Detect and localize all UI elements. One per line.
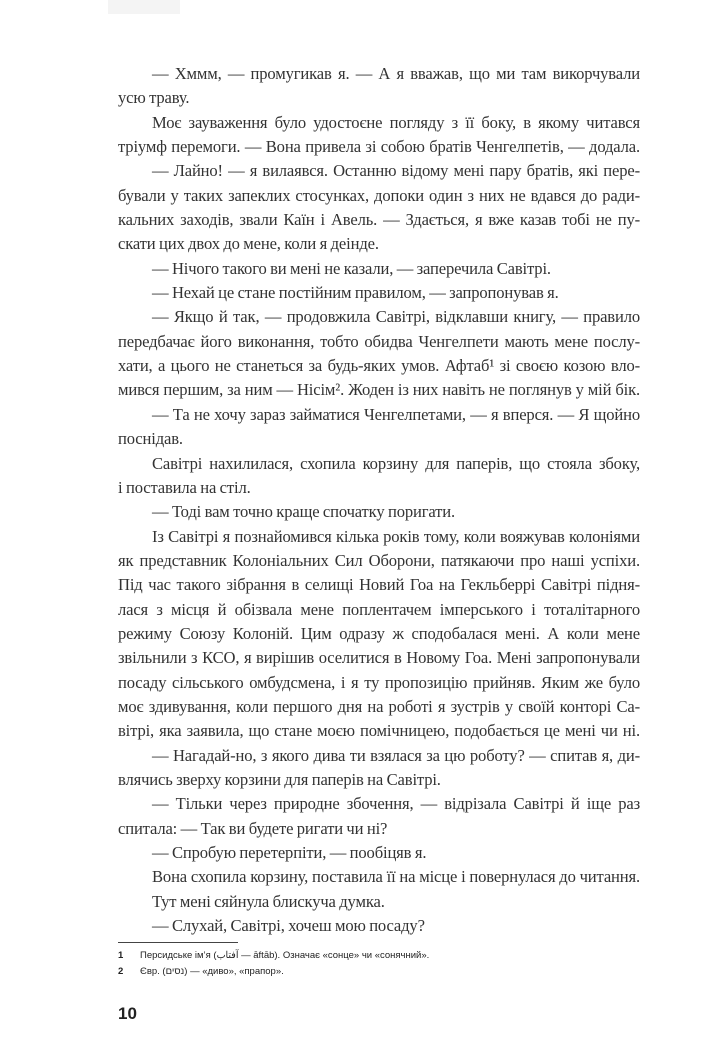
- text-line: моє здивування, коли першого дня на роботі я зустрів у своїй конторі Са-: [118, 696, 640, 716]
- footnotes: [118, 948, 640, 980]
- paragraph: [118, 62, 640, 111]
- text-line: як представник Колоніальних Сил Оборони, патякаючи про наші успіхи.: [118, 550, 640, 570]
- paragraph: [118, 111, 640, 160]
- text-line: — Лайно! — я вилаявся. Останню відому мені пару братів, які пере-: [152, 161, 640, 181]
- text-line: — Нехай це стане постійним правилом, — запропонував я.: [152, 283, 559, 303]
- text-line: — Хммм, — промугикав я. — А я вважав, що ми там викорчували: [152, 64, 640, 83]
- body-text: [118, 62, 640, 938]
- text-line: кальних заходів, звали Каїн і Авель. — Здається, я вже казав тобі не пу-: [118, 210, 640, 230]
- text-line: звільнили з КСО, я вирішив оселитися в Новому Гоа. Мені запропонували: [118, 648, 640, 668]
- footnote-text: Євр. (נסים) — «диво», «прапор».: [140, 966, 284, 978]
- text-line: Із Савітрі я познайомився кілька років тому, коли вояжував колоніями: [152, 526, 640, 546]
- footnote-divider: [118, 942, 238, 943]
- text-line: — Та не хочу зараз займатися Ченгелпетами, — я вперся. — Я щойно: [152, 404, 640, 424]
- paragraph: [118, 744, 640, 793]
- paragraph: [118, 865, 640, 889]
- text-line: мився першим, за ним — Нісім². Жоден із них навіть не поглянув у мій бік.: [118, 380, 640, 400]
- paragraph: [118, 159, 640, 256]
- text-line: вітрі, яка заявила, що стане моєю помічницею, подобається це мені чи ні.: [118, 721, 640, 741]
- text-line: поснідав.: [118, 429, 183, 449]
- text-line: Під час такого зібрання в селищі Новий Гоа на Гекльберрі Савітрі підня-: [118, 575, 640, 595]
- page-number: 10: [118, 1004, 137, 1024]
- text-line: — Тільки через природне збочення, — відрізала Савітрі й іще раз: [152, 794, 640, 814]
- footnote-number: 1: [118, 950, 124, 962]
- text-line: лася з місця й обізвала мене поплентачем імперського і тоталітарного: [118, 599, 640, 619]
- paragraph: [118, 257, 640, 281]
- text-line: — Тоді вам точно краще спочатку поригати.: [152, 502, 456, 522]
- text-line: Моє зауваження було удостоєне погляду з її боку, в якому читався: [152, 112, 640, 132]
- text-line: скати цих двох до мене, коли я деінде.: [118, 234, 379, 254]
- paragraph: [118, 792, 640, 841]
- paragraph: [118, 841, 640, 865]
- text-line: — Якщо й так, — продовжила Савітрі, відклавши книгу, — правило: [152, 307, 640, 327]
- text-line: Вона схопила корзину, поставила її на місце і повернулася до читання.: [152, 867, 640, 887]
- text-line: Савітрі нахилилася, схопила корзину для паперів, що стояла збоку,: [152, 453, 640, 473]
- text-line: влячись зверху корзини для паперів на Савітрі.: [118, 769, 441, 789]
- footnote-number: 2: [118, 966, 124, 978]
- text-line: бували у таких запеклих стосунках, допоки один з них не вдався до ради-: [118, 185, 640, 205]
- text-line: передбачає його виконання, тобто обидва Ченгелпети мають мене послу-: [118, 331, 640, 351]
- text-line: спитала: — Так ви будете ригати чи ні?: [118, 818, 388, 838]
- paragraph: [118, 305, 640, 402]
- paragraph: [118, 403, 640, 452]
- text-line: режиму Союзу Колоній. Цим одразу ж сподобалася мені. А коли мене: [118, 623, 640, 643]
- footnote-text: Персидське ім’я (آفتاب — āftāb). Означає «сонце» чи «сонячний».: [140, 950, 430, 962]
- paragraph: [118, 914, 640, 938]
- paragraph: [118, 525, 640, 744]
- text-line: — Нагадай-но, з якого дива ти взялася за цю роботу? — спитав я, ди-: [152, 745, 640, 765]
- text-line: — Нічого такого ви мені не казали, — заперечила Савітрі.: [152, 258, 551, 278]
- paragraph: [118, 281, 640, 305]
- text-line: тріумф перемоги. — Вона привела зі собою братів Ченгелпетів, — додала.: [118, 137, 640, 157]
- text-line: — Слухай, Савітрі, хочеш мою посаду?: [152, 916, 425, 936]
- text-line: хати, а цього не станеться за будь-яких умов. Афтаб¹ зі своєю козою вло-: [118, 356, 640, 376]
- text-line: Тут мені сяйнула блискуча думка.: [152, 891, 385, 911]
- text-line: усю траву.: [118, 88, 190, 108]
- paragraph: [118, 890, 640, 914]
- paragraph: [118, 500, 640, 524]
- text-line: і поставила на стіл.: [118, 477, 251, 497]
- footnote: [118, 948, 640, 964]
- text-line: — Спробую перетерпіти, — пообіцяв я.: [152, 843, 427, 862]
- paragraph: [118, 452, 640, 501]
- footnote: [118, 964, 640, 980]
- text-line: посаду сільського омбудсмена, і я ту пропозицію прийняв. Яким же було: [118, 672, 640, 692]
